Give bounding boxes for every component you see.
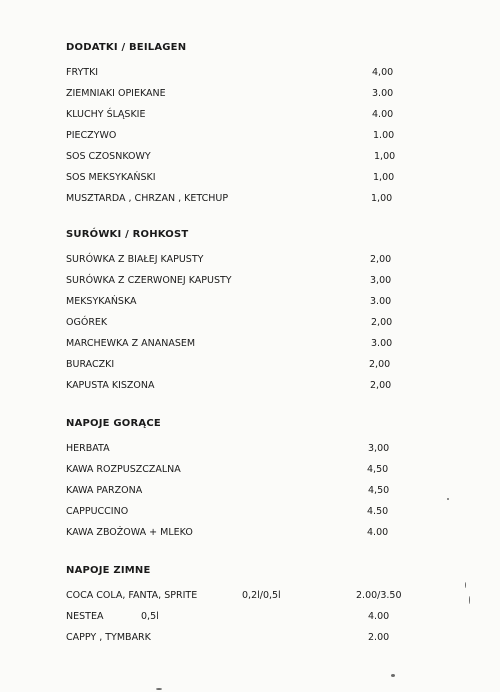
menu-item [66,66,466,87]
item-price: 2,00 [371,317,393,328]
section-surowki [66,228,466,400]
item-size: 0,2l/0,5l [242,590,281,601]
item-name: PIECZYWO [66,130,117,141]
item-name: COCA COLA, FANTA, SPRITE [66,590,198,601]
scan-speck [447,498,449,500]
section-napoje-gorace [66,417,466,547]
item-price: 4,50 [367,464,389,475]
item-price: 3,00 [368,443,390,454]
menu-item [66,610,466,631]
item-price: 2.00 [368,632,390,643]
item-price: 2,00 [369,359,391,370]
item-price: 1,00 [373,172,395,183]
menu-item [66,295,466,316]
scan-speck [156,688,162,690]
item-size: 0,5l [141,611,159,622]
menu-item [66,108,466,129]
item-name: KAWA ROZPUSZCZALNA [66,464,181,475]
scan-speck [465,582,466,588]
item-name: MUSZTARDA , CHRZAN , KETCHUP [66,193,229,204]
item-price: 2.00/3.50 [356,590,402,601]
menu-item [66,253,466,274]
item-name: MEKSYKAŃSKA [66,296,137,307]
menu-item [66,358,466,379]
section-title: NAPOJE ZIMNE [66,565,151,576]
item-price: 3.00 [372,88,394,99]
item-name: CAPPY , TYMBARK [66,632,151,643]
menu-item [66,463,466,484]
section-title: SURÓWKI / ROHKOST [66,229,189,240]
item-price: 1,00 [374,151,396,162]
item-price: 2,00 [370,254,392,265]
item-price: 4.50 [367,506,389,517]
menu-item [66,442,466,463]
menu-item [66,337,466,358]
item-price: 3.00 [370,296,392,307]
section-title: DODATKI / BEILAGEN [66,42,187,53]
item-price: 2,00 [370,380,392,391]
item-price: 3,00 [370,275,392,286]
item-name: MARCHEWKA Z ANANASEM [66,338,196,349]
item-name: HERBATA [66,443,110,454]
item-price: 4.00 [368,611,390,622]
menu-item [66,274,466,295]
item-price: 1.00 [373,130,395,141]
menu-item [66,505,466,526]
item-name: SOS CZOSNKOWY [66,151,151,162]
menu-item [66,316,466,337]
item-name: NESTEA [66,611,104,622]
menu-item [66,150,466,171]
scan-speck [391,674,395,677]
item-name: SURÓWKA Z CZERWONEJ KAPUSTY [66,275,232,286]
item-price: 4,50 [368,485,390,496]
menu-item [66,631,466,652]
item-name: SOS MEKSYKAŃSKI [66,172,156,183]
item-price: 4.00 [367,527,389,538]
menu-item [66,87,466,108]
item-name: FRYTKI [66,67,99,78]
item-price: 4,00 [372,67,394,78]
item-name: KAWA ZBOŻOWA + MLEKO [66,527,193,538]
menu-item [66,379,466,400]
item-name: BURACZKI [66,359,115,370]
menu-item [66,484,466,505]
menu-item [66,526,466,547]
item-name: CAPPUCCINO [66,506,129,517]
menu-item [66,589,466,610]
item-price: 1,00 [371,193,393,204]
section-napoje-zimne [66,564,466,652]
item-name: KAPUSTA KISZONA [66,380,155,391]
menu-item [66,129,466,150]
scan-speck [469,596,470,604]
item-name: KLUCHY ŚLĄSKIE [66,109,146,120]
item-name: SURÓWKA Z BIAŁEJ KAPUSTY [66,254,204,265]
menu-item [66,171,466,192]
item-price: 4.00 [372,109,394,120]
item-price: 3.00 [371,338,393,349]
item-name: OGÓREK [66,317,108,328]
item-name: KAWA PARZONA [66,485,143,496]
item-name: ZIEMNIAKI OPIEKANE [66,88,166,99]
menu-item [66,192,466,213]
section-title: NAPOJE GORĄCE [66,418,161,429]
section-dodatki [66,41,466,213]
